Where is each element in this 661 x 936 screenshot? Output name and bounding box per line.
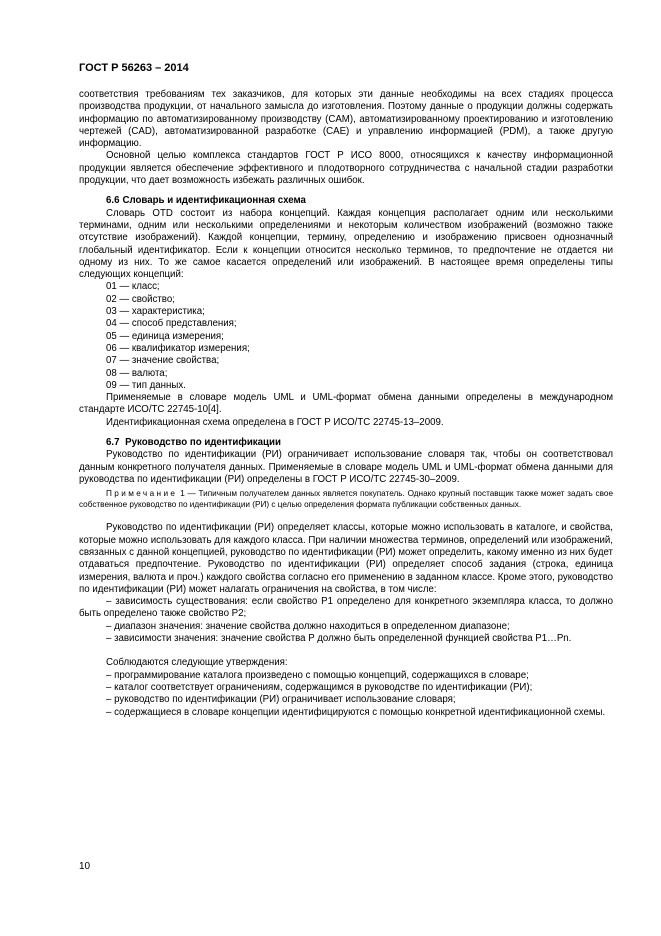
section-heading-6-6 [79, 195, 613, 207]
note [79, 489, 613, 510]
dash-item: – руководство по идентификации (РИ) ограничивает использование словаря; [106, 694, 456, 706]
dash-item: – зависимости значения: значение свойства P должно быть определенной функцией свойства P1…Pn. [106, 633, 572, 645]
list-item: 06 — квалификатор измерения; [106, 342, 250, 354]
list-item: 07 — значение свойства; [106, 355, 220, 367]
dash-item: – зависимость существования: если свойство P1 определено для конкретного экземпляра класса, то должно быть определено также свойство P2; [79, 596, 613, 620]
list-item: 02 — свойство; [106, 293, 175, 305]
section-paragraph: Соблюдаются следующие утверждения: [106, 657, 288, 669]
section-paragraph: Руководство по идентификации (РИ) определяет классы, которые можно использовать в каталоге, и свойства, которые можно использовать для каждого класса. При наличии множества терминов, определений или изображений, связанных с данной концепцией, руководство по идентификации (РИ) может определить, какому именно из них будет отдаваться предпочтение. Руководство по идентификации (РИ) определяет способ задания (строка, единица измерения, валюта и проч.) каждого свойства согласно его применению в заданном классе. Кроме этого, руководство по идентификации (РИ) может налагать ограничения на свойства, в том числе: [79, 522, 613, 595]
list-item: 03 — характеристика; [106, 306, 205, 318]
dash-item: – содержащиеся в словаре концепции идентифицируются с помощью конкретной идентификационной схемы. [106, 706, 606, 718]
section-title: Руководство по идентификации [125, 437, 281, 449]
section-heading-6-7 [79, 437, 613, 449]
intro-paragraph: соответствия требованиям тех заказчиков, для которых эти данные необходимы на всех стадиях процесса производства продукции, от начального замысла до изготовления. Поэтому данные о продукции должны содержать информацию по автоматизированному производству (CAM), автоматизированному проектированию и изготовлению чертежей (CAD), автоматизированной разработке (CAE) и управлению информацией (PDM), а также другую информацию. [79, 89, 613, 150]
section-number: 6.6 [106, 195, 120, 207]
list-item: 05 — единица измерения; [106, 330, 224, 342]
list-item: 08 — валюта; [106, 367, 168, 379]
section-title: Словарь и идентификационная схема [122, 195, 306, 207]
section-number: 6.7 [106, 437, 120, 449]
section-paragraph: Применяемые в словаре модель UML и UML-формат обмена данными определены в международном стандарте ИСО/ТС 22745-10[4]. [79, 392, 613, 416]
note-label: Примечание [106, 489, 178, 499]
note-text: 1 — Типичным получателем данных является покупатель. Однако крупный поставщик также может задать свое собственное руководство по идентификации (РИ) с целью определения формата публикации собственных данных. [79, 489, 614, 509]
section-paragraph: Руководство по идентификации (РИ) ограничивает использование словаря так, чтобы он соответствовал данным конкретного получателя данных. Применяемые в словаре модель UML и UML-формат обмена данными для руководства по идентификации (РИ) определены в ГОСТ Р ИСО/ТС 22745-30–2009. [79, 449, 613, 485]
document-header: ГОСТ Р 56263 – 2014 [79, 62, 189, 74]
dash-item: – диапазон значения: значение свойства должно находиться в определенном диапазоне; [106, 620, 510, 632]
list-item: 04 — способ представления; [106, 318, 237, 330]
section-paragraph: Идентификационная схема определена в ГОСТ Р ИСО/ТС 22745-13–2009. [106, 416, 444, 428]
document-page [79, 62, 613, 719]
dash-item: – каталог соответствует ограничениям, содержащимся в руководстве по идентификации (РИ); [106, 681, 533, 693]
list-item: 01 — класс; [106, 281, 160, 293]
list-item: 09 — тип данных. [106, 379, 186, 391]
page-number: 10 [79, 861, 91, 872]
intro-paragraph: Основной целью комплекса стандартов ГОСТ Р ИСО 8000, относящихся к качеству информационной продукции является обеспечение эффективного и плодотворного сотрудничества с начальной стадии разработки продукции, что дает возможность избежать различных ошибок. [79, 150, 613, 187]
dash-item: – программирование каталога произведено с помощью концепций, содержащихся в словаре; [106, 669, 529, 681]
section-paragraph: Словарь OTD состоит из набора концепций. Каждая концепция располагает одним или несколькими терминами, одним или несколькими определениями и некоторым количеством изображений (возможно также отсутствие изображений). Каждой концепции, термину, определению и изображению присвоен однозначный глобальный идентификатор. Если к концепции относится несколько терминов, то предпочтение не отдается ни одному из них. То же самое касается определений или изображений. В настоящее время определены типы следующих концепций: [79, 207, 613, 281]
